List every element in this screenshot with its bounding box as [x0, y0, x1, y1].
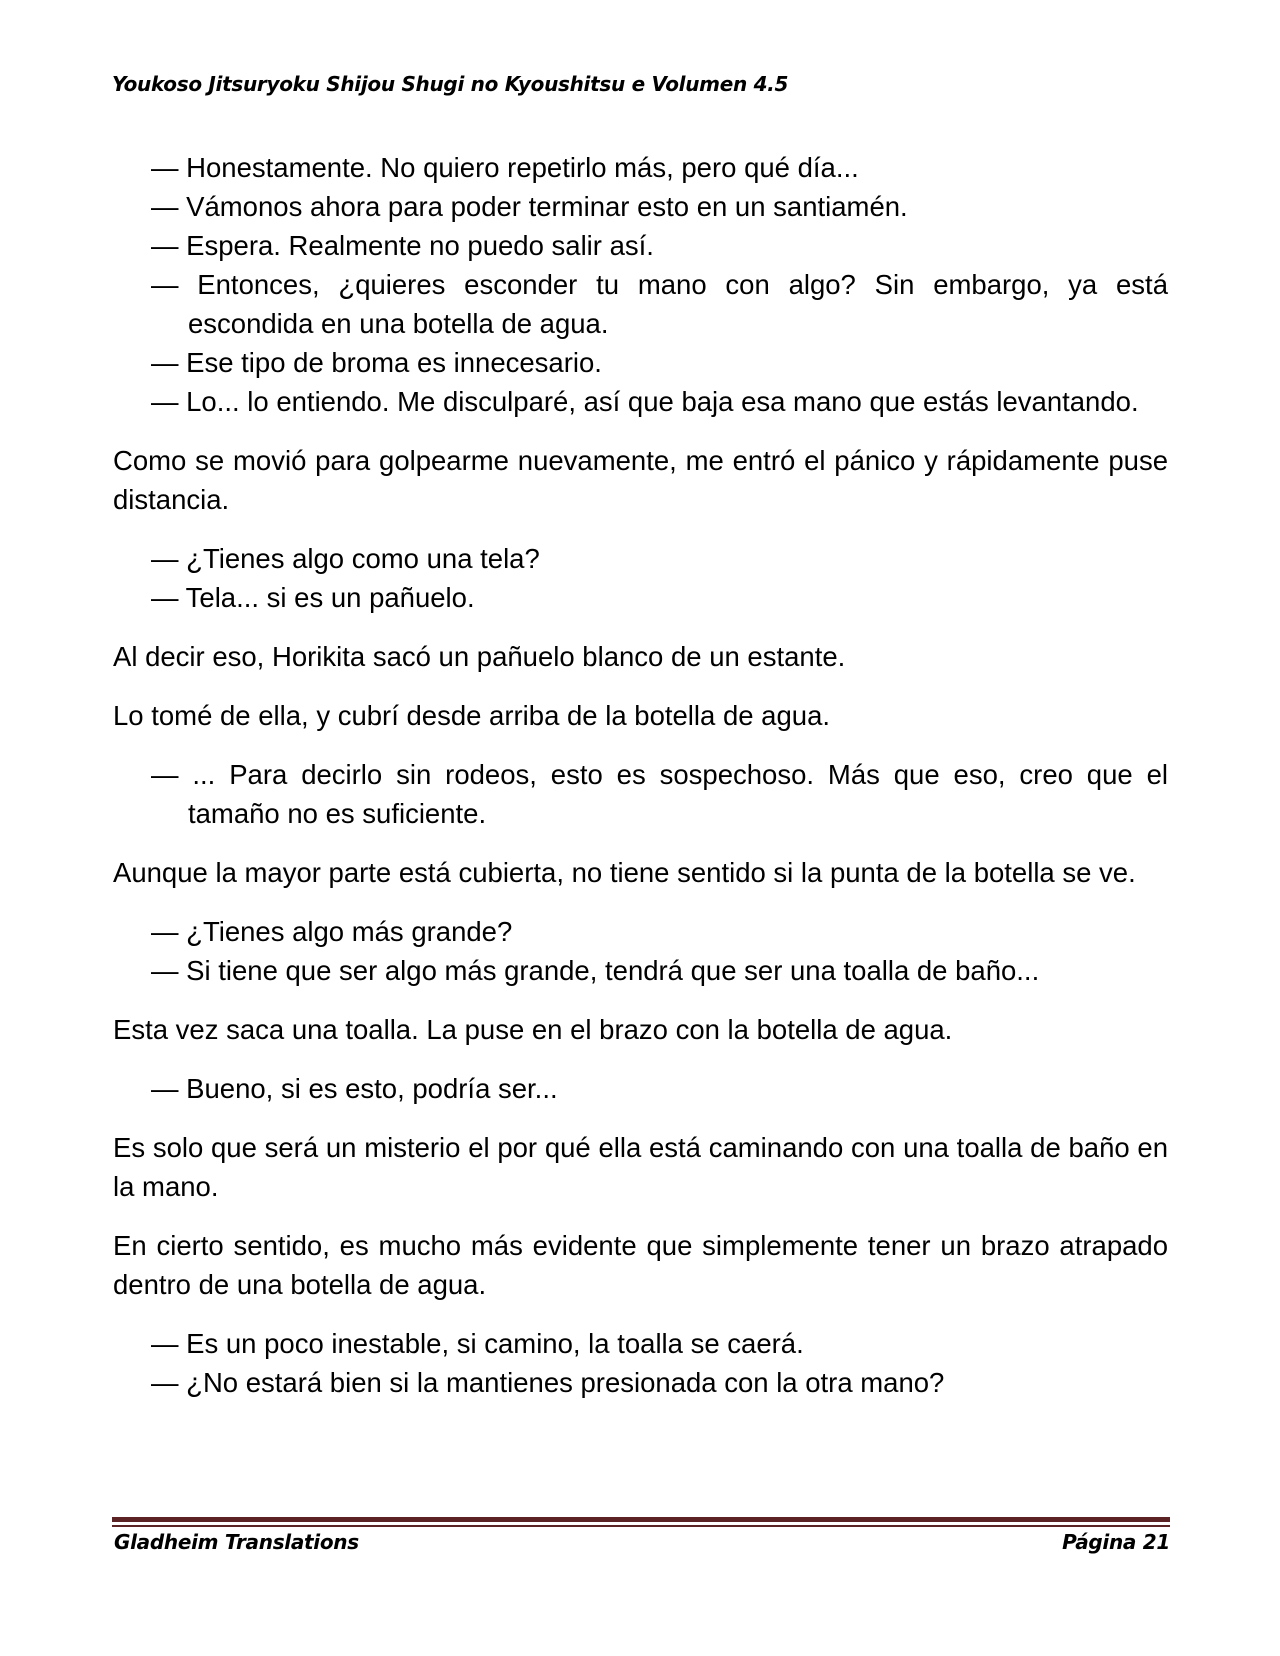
dialogue-block — [113, 539, 1168, 617]
dialogue-block — [113, 1069, 1168, 1108]
narration-paragraph: Como se movió para golpearme nuevamente, me entró el pánico y rápidamente puse distancia. — [113, 445, 1168, 515]
dialogue-line: — Lo... lo entiendo. Me disculparé, así que baja esa mano que estás levantando. — [151, 386, 1139, 417]
page-header-title: Youkoso Jitsuryoku Shijou Shugi no Kyoushitsu e Volumen 4.5 — [112, 72, 789, 96]
dialogue-line: — Honestamente. No quiero repetirlo más, pero qué día... — [151, 152, 859, 183]
dialogue-block — [113, 912, 1168, 990]
page-content — [113, 148, 1168, 1402]
dialogue-line: — Bueno, si es esto, podría ser... — [151, 1073, 558, 1104]
narration-paragraph: En cierto sentido, es mucho más evidente que simplemente tener un brazo atrapado dentro de una botella de agua. — [113, 1230, 1168, 1300]
footer-divider — [112, 1517, 1170, 1522]
dialogue-line: — Si tiene que ser algo más grande, tendrá que ser una toalla de baño... — [151, 955, 1040, 986]
narration-paragraph: Es solo que será un misterio el por qué ella está caminando con una toalla de baño en la mano. — [113, 1132, 1168, 1202]
dialogue-line: — Vámonos ahora para poder terminar esto en un santiamén. — [151, 191, 908, 222]
narration-paragraph: Al decir eso, Horikita sacó un pañuelo blanco de un estante. — [113, 641, 846, 672]
dialogue-line: — Ese tipo de broma es innecesario. — [151, 347, 602, 378]
dialogue-line: — ¿No estará bien si la mantienes presionada con la otra mano? — [151, 1367, 945, 1398]
dialogue-line: — Espera. Realmente no puedo salir así. — [151, 230, 654, 261]
dialogue-line: — Tela... si es un pañuelo. — [151, 582, 475, 613]
narration-paragraph: Aunque la mayor parte está cubierta, no tiene sentido si la punta de la botella se ve. — [113, 857, 1136, 888]
dialogue-block — [113, 755, 1168, 833]
page-number: Página 21 — [1062, 1530, 1170, 1554]
dialogue-line: — ¿Tienes algo como una tela? — [151, 543, 540, 574]
dialogue-block — [113, 1324, 1168, 1402]
dialogue-line: — Entonces, ¿quieres esconder tu mano con algo? Sin embargo, ya está escondida en una botella de agua. — [151, 269, 1168, 339]
dialogue-line: — ... Para decirlo sin rodeos, esto es sospechoso. Más que eso, creo que el tamaño no es suficiente. — [151, 759, 1168, 829]
footer-divider-thin — [112, 1525, 1170, 1527]
footer-credit: Gladheim Translations — [114, 1530, 359, 1554]
narration-paragraph: Lo tomé de ella, y cubrí desde arriba de la botella de agua. — [113, 700, 831, 731]
dialogue-line: — ¿Tienes algo más grande? — [151, 916, 513, 947]
narration-paragraph: Esta vez saca una toalla. La puse en el brazo con la botella de agua. — [113, 1014, 953, 1045]
dialogue-line: — Es un poco inestable, si camino, la toalla se caerá. — [151, 1328, 804, 1359]
dialogue-block — [113, 148, 1168, 421]
